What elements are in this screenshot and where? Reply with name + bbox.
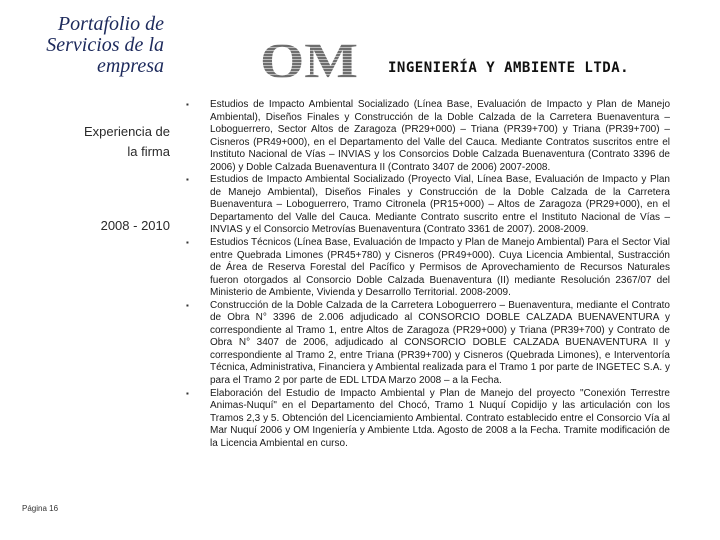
presentation-title xyxy=(0,14,164,77)
list-item xyxy=(186,237,670,300)
bullet-icon: ▪ xyxy=(186,388,189,398)
experience-label xyxy=(40,122,170,162)
title-line: empresa xyxy=(96,55,164,77)
title-line: Servicios de la xyxy=(46,34,164,56)
list-item xyxy=(186,300,670,388)
list-item xyxy=(186,99,670,174)
project-text: Estudios Técnicos (Línea Base, Evaluación de Impacto y Plan de Manejo Ambiental) Para el Sector Vial entre Quebrada Limones (PR45+780) y Cisneros (PR49+000). Cuya Licencia Ambiental, Sustracción de Área de Reserva Forestal del Pacífico y Permisos de Aprovechamiento de Recursos Naturales fueron otorgados al Consorcio Doble Calzada Buenaventura (II) mediante Resolución 2367/07 del Ministerio de Ambiente, Vivienda y Desarrollo Territorial. 2008-2009. xyxy=(210,237,670,299)
logo-text: OM xyxy=(260,36,358,82)
bullet-icon: ▪ xyxy=(186,238,189,248)
bullet-icon: ▪ xyxy=(186,175,189,185)
project-text: Estudios de Impacto Ambiental Socializado (Línea Base, Evaluación de Impacto y Plan de Manejo Ambiental), Diseños Finales y Construcción de la Doble Calzada de la Carretera Buenaventura – Loboguerrero, Sector Altos de Zaragoza (PR29+000) – Triana (PR39+700) y Triana (PR39+700) – Cisneros (PR49+000), en el Departamento del Valle del Cauca. Mediante Contratos suscritos entre el Instituto Nacional de Vías – INVIAS y los Consorcios Doble Calzada Buenaventura (Contrato 3396 de 2006) y Doble Calzada Buenaventura II (Contrato 3407 de 2006) 2007-2008. xyxy=(210,99,670,173)
project-text: Elaboración del Estudio de Impacto Ambiental y Plan de Manejo del proyecto "Conexión Terrestre Animas-Nuquí" en el Departamento del Chocó, Tramo 1 Nuquí Copidijo y las articulación con los Tramos 2,3 y 5. Obtención del Licenciamiento Ambiental. Contrato establecido entre el Consorcio Vía al Mar Nuquí 2006 y OM Ingeniería y Ambiente Ltda. Agosto de 2008 a la Fecha. Tramite modificación de la Licencia Ambiental en curso. xyxy=(210,387,670,449)
project-text: Construcción de la Doble Calzada de la Carretera Loboguerrero – Buenaventura, mediante el Contrato de Obra N° 3396 de 2.006 adjudicado al CONSORCIO DOBLE CALZADA BUENAVENTURA y correspondiente al Tramo 1, entre Altos de Zaragoza (PR29+000) y Triana (PR39+700) y Contrato de Obra N° 3407 de 2006, adjudicado al CONSORCIO DOBLE CALZADA BUENAVENTURA II y correspondiente al Tramo 2, entre Triana (PR39+700) y Cisneros (Quebrada Limones), e Interventoría Técnica, Administrativa, Financiera y Ambiental realizada para el Tramo 1 por parte de INGETEC S.A. y para el Tramo 2 por parte de EDL LTDA Marzo 2008 – a la Fecha. xyxy=(210,299,670,387)
list-item xyxy=(186,388,670,451)
years-label: 2008 - 2010 xyxy=(100,218,170,233)
project-text: Estudios de Impacto Ambiental Socializado (Proyecto Vial, Línea Base, Evaluación de Impacto y Plan de Manejo Ambiental), Diseños Finales y Construcción de la Doble Calzada de la Carretera Buenaventura – Loboguerrero, Tramo Citronela (PR15+000) – Altos de Zaragoza (PR29+000), en el Departamento del Valle del Cauca. Mediante Contrato suscrito entre el Instituto Nacional de Vías – INVIAS y el Consorcio Metrovías Buenaventura (Contrato 3361 de 2007). 2008-2009. xyxy=(210,174,670,236)
page-number: Página 16 xyxy=(22,504,59,513)
bullet-icon: ▪ xyxy=(186,100,189,109)
bullet-icon: ▪ xyxy=(186,300,189,310)
company-name: INGENIERÍA Y AMBIENTE LTDA. xyxy=(388,60,630,76)
project-list xyxy=(186,99,670,450)
title-line: Portafolio de xyxy=(57,13,164,35)
experience-line: Experiencia de xyxy=(84,124,170,139)
list-item xyxy=(186,174,670,237)
experience-line: la firma xyxy=(127,144,170,159)
company-logo xyxy=(258,36,362,82)
